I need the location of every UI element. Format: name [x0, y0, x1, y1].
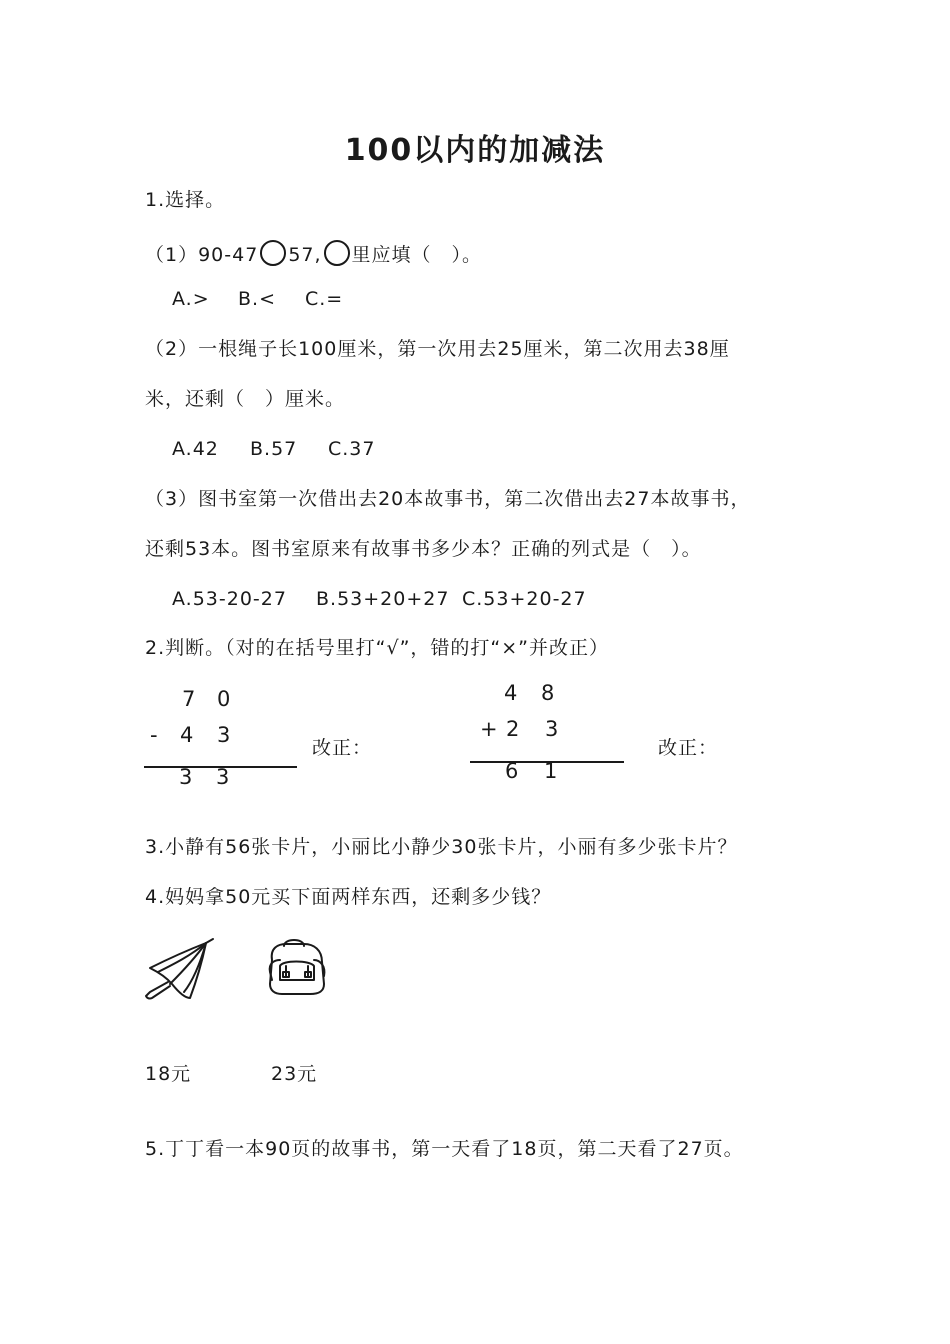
left-top-tens: 7 — [182, 687, 196, 711]
q1-p1-prefix: （1）90-47 — [145, 244, 259, 266]
q1-p3-option-a: A.53-20-27 — [172, 588, 287, 610]
umbrella-icon — [140, 934, 220, 1004]
left-top-ones: 0 — [217, 687, 231, 711]
right-operator: + — [480, 717, 498, 741]
q1-p1-suffix: 里应填（ ）。 — [351, 244, 483, 266]
q1-p1-line — [145, 240, 482, 266]
q1-p1-mid: 57, — [288, 244, 322, 266]
q1-p1-option-c: C.= — [305, 288, 344, 310]
right-bottom-tens: 2 — [506, 717, 520, 741]
left-correct-label: 改正： — [312, 737, 373, 759]
left-operator: - — [150, 723, 158, 747]
left-result-ones: 3 — [216, 765, 230, 789]
right-correct-label: 改正： — [658, 737, 719, 759]
right-result-tens: 6 — [505, 759, 519, 783]
right-top-ones: 8 — [541, 681, 555, 705]
compare-circle-icon — [324, 240, 350, 266]
umbrella-price: 18元 — [145, 1063, 192, 1085]
q1-p3-line2: 还剩53本。图书室原来有故事书多少本？正确的列式是（ ）。 — [145, 538, 702, 560]
backpack-price: 23元 — [271, 1063, 318, 1085]
q1-p1-option-a: A.> — [172, 288, 210, 310]
q1-p2-option-a: A.42 — [172, 438, 219, 460]
q3-text: 3.小静有56张卡片，小丽比小静少30张卡片，小丽有多少张卡片？ — [145, 836, 738, 858]
q5-text: 5.丁丁看一本90页的故事书，第一天看了18页，第二天看了27页。 — [145, 1138, 744, 1160]
q1-p2-option-c: C.37 — [328, 438, 376, 460]
left-bottom-tens: 4 — [180, 723, 194, 747]
q1-p1-option-b: B.< — [238, 288, 276, 310]
right-bottom-ones: 3 — [545, 717, 559, 741]
q1-heading: 1.选择。 — [145, 189, 226, 211]
backpack-icon — [262, 936, 332, 998]
q1-p3-line1: （3）图书室第一次借出去20本故事书，第二次借出去27本故事书， — [145, 488, 751, 510]
right-top-tens: 4 — [504, 681, 518, 705]
q1-p2-line2: 米，还剩（ ）厘米。 — [145, 388, 346, 410]
q1-p3-option-b: B.53+20+27 — [316, 588, 450, 610]
page-title: 100以内的加减法 — [344, 133, 606, 168]
q2-heading: 2.判断。（对的在括号里打“√”，错的打“×”并改正） — [145, 637, 610, 659]
compare-circle-icon — [260, 240, 286, 266]
q1-p3-option-c: C.53+20-27 — [462, 588, 587, 610]
q1-p2-option-b: B.57 — [250, 438, 298, 460]
q4-text: 4.妈妈拿50元买下面两样东西，还剩多少钱？ — [145, 886, 552, 908]
q1-p2-line1: （2）一根绳子长100厘米，第一次用去25厘米，第二次用去38厘 — [145, 338, 730, 360]
left-result-tens: 3 — [179, 765, 193, 789]
right-result-ones: 1 — [544, 759, 558, 783]
left-bottom-ones: 3 — [217, 723, 231, 747]
